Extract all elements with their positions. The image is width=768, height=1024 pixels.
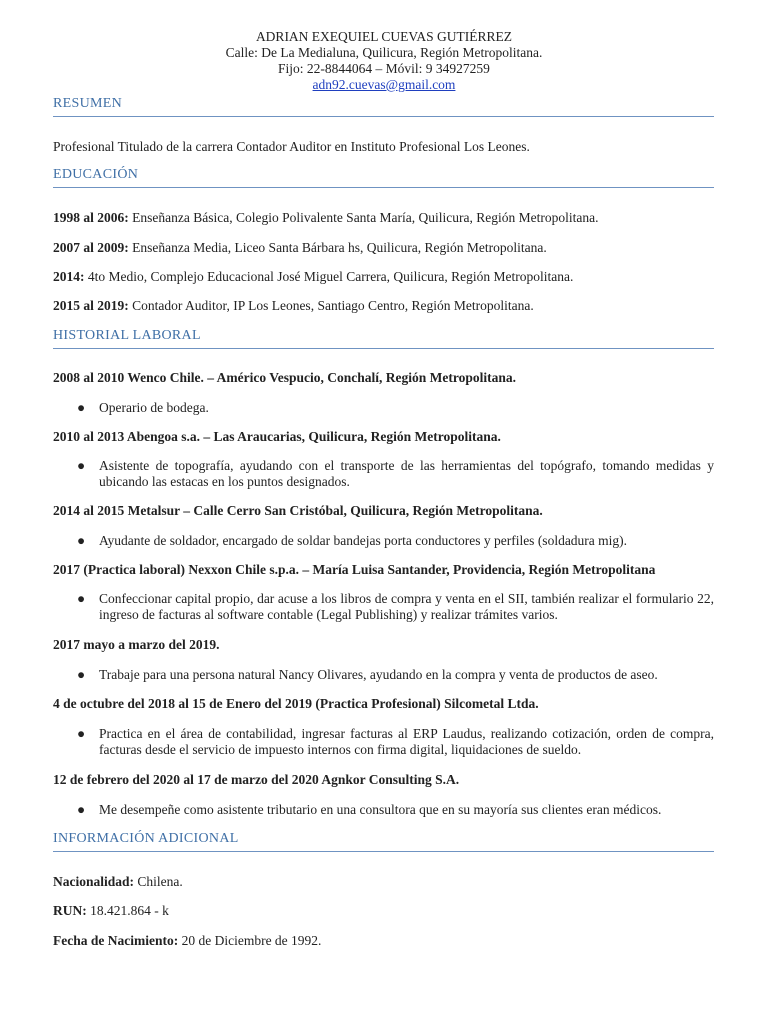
summary-text: Profesional Titulado de la carrera Contador Auditor en Instituto Profesional Los Leones. [53, 139, 530, 154]
education-text: Enseñanza Básica, Colegio Polivalente Santa María, Quilicura, Región Metropolitana. [128, 210, 599, 225]
info-nationality [53, 874, 714, 890]
info-label: RUN: [53, 903, 87, 918]
education-text: 4to Medio, Complejo Educacional José Miguel Carrera, Quilicura, Región Metropolitana. [84, 269, 574, 284]
job-title: 2017 (Practica laboral) Nexxon Chile s.p.a. – María Luisa Santander, Providencia, Región Metropolitana [53, 562, 656, 577]
job-description: Operario de bodega. [99, 400, 209, 415]
education-years: 2015 al 2019: [53, 298, 129, 313]
info-label: Nacionalidad: [53, 874, 135, 889]
phone-numbers: Fijo: 22-8844064 – Móvil: 9 34927259 [278, 61, 490, 76]
bullet-icon: ● [77, 533, 86, 548]
job-description: Practica en el área de contabilidad, ingresar facturas al ERP Laudus, realizando cotización, orden de compra, facturas desde el servicio de impuesto internos con firma digital, liquidaciones de sueldo. [99, 726, 714, 757]
education-text: Contador Auditor, IP Los Leones, Santiago Centro, Región Metropolitana. [128, 298, 534, 313]
job-description: Asistente de topografía, ayudando con el transporte de las herramientas del topógrafo, tomando medidas y ubicando las estacas en los puntos designados. [99, 458, 714, 489]
section-heading-resumen: RESUMEN [53, 96, 714, 117]
education-text: Enseñanza Media, Liceo Santa Bárbara hs, Quilicura, Región Metropolitana. [128, 240, 547, 255]
education-entry [53, 240, 714, 256]
education-years: 1998 al 2006: [53, 210, 129, 225]
job-description: Ayudante de soldador, encargado de soldar bandejas porta conductores y perfiles (soldadura mig). [99, 533, 628, 548]
job-title: 4 de octubre del 2018 al 15 de Enero del 2019 (Practica Profesional) Silcometal Ltda. [53, 696, 539, 711]
section-heading-adicional: INFORMACIÓN ADICIONAL [53, 831, 714, 852]
job-title: 2017 mayo a marzo del 2019. [53, 637, 220, 652]
address: Calle: De La Medialuna, Quilicura, Región Metropolitana. [225, 45, 543, 60]
education-years: 2014: [53, 269, 85, 284]
info-run [53, 903, 714, 919]
contact-header [0, 29, 768, 93]
bullet-icon: ● [77, 458, 86, 473]
job-bullet [77, 533, 714, 549]
bullet-icon: ● [77, 667, 86, 682]
job-title: 2014 al 2015 Metalsur – Calle Cerro San Cristóbal, Quilicura, Región Metropolitana. [53, 503, 543, 518]
email-link[interactable]: adn92.cuevas@gmail.com [312, 77, 456, 92]
info-value: Chilena. [134, 874, 183, 889]
education-entry [53, 298, 714, 314]
job-title: 12 de febrero del 2020 al 17 de marzo del 2020 Agnkor Consulting S.A. [53, 772, 460, 787]
bullet-icon: ● [77, 726, 86, 741]
job-bullet [77, 726, 714, 758]
education-entry [53, 269, 714, 285]
info-value: 20 de Diciembre de 1992. [178, 933, 322, 948]
bullet-icon: ● [77, 802, 86, 817]
info-value: 18.421.864 - k [86, 903, 169, 918]
section-heading-educacion: EDUCACIÓN [53, 167, 714, 188]
job-bullet [77, 802, 714, 818]
job-bullet [77, 591, 714, 623]
education-entry [53, 210, 714, 226]
job-bullet [77, 667, 714, 683]
info-label: Fecha de Nacimiento: [53, 933, 179, 948]
section-heading-historial: HISTORIAL LABORAL [53, 328, 714, 349]
job-description: Trabaje para una persona natural Nancy Olivares, ayudando en la compra y venta de productos de aseo. [99, 667, 658, 682]
full-name: ADRIAN EXEQUIEL CUEVAS GUTIÉRREZ [255, 29, 513, 44]
job-description: Me desempeñe como asistente tributario en una consultora que en su mayoría sus clientes eran médicos. [99, 802, 662, 817]
job-title: 2008 al 2010 Wenco Chile. – Américo Vespucio, Conchalí, Región Metropolitana. [53, 370, 517, 385]
job-bullet [77, 458, 714, 490]
bullet-icon: ● [77, 591, 86, 606]
info-birthdate [53, 933, 714, 949]
education-years: 2007 al 2009: [53, 240, 129, 255]
job-title: 2010 al 2013 Abengoa s.a. – Las Araucarias, Quilicura, Región Metropolitana. [53, 429, 501, 444]
job-bullet [77, 400, 714, 416]
bullet-icon: ● [77, 400, 86, 415]
job-description: Confeccionar capital propio, dar acuse a los libros de compra y venta en el SII, también realizar el formulario 22, ingreso de facturas al software contable (Legal Publishing) y realizar trámites varios. [99, 591, 714, 622]
